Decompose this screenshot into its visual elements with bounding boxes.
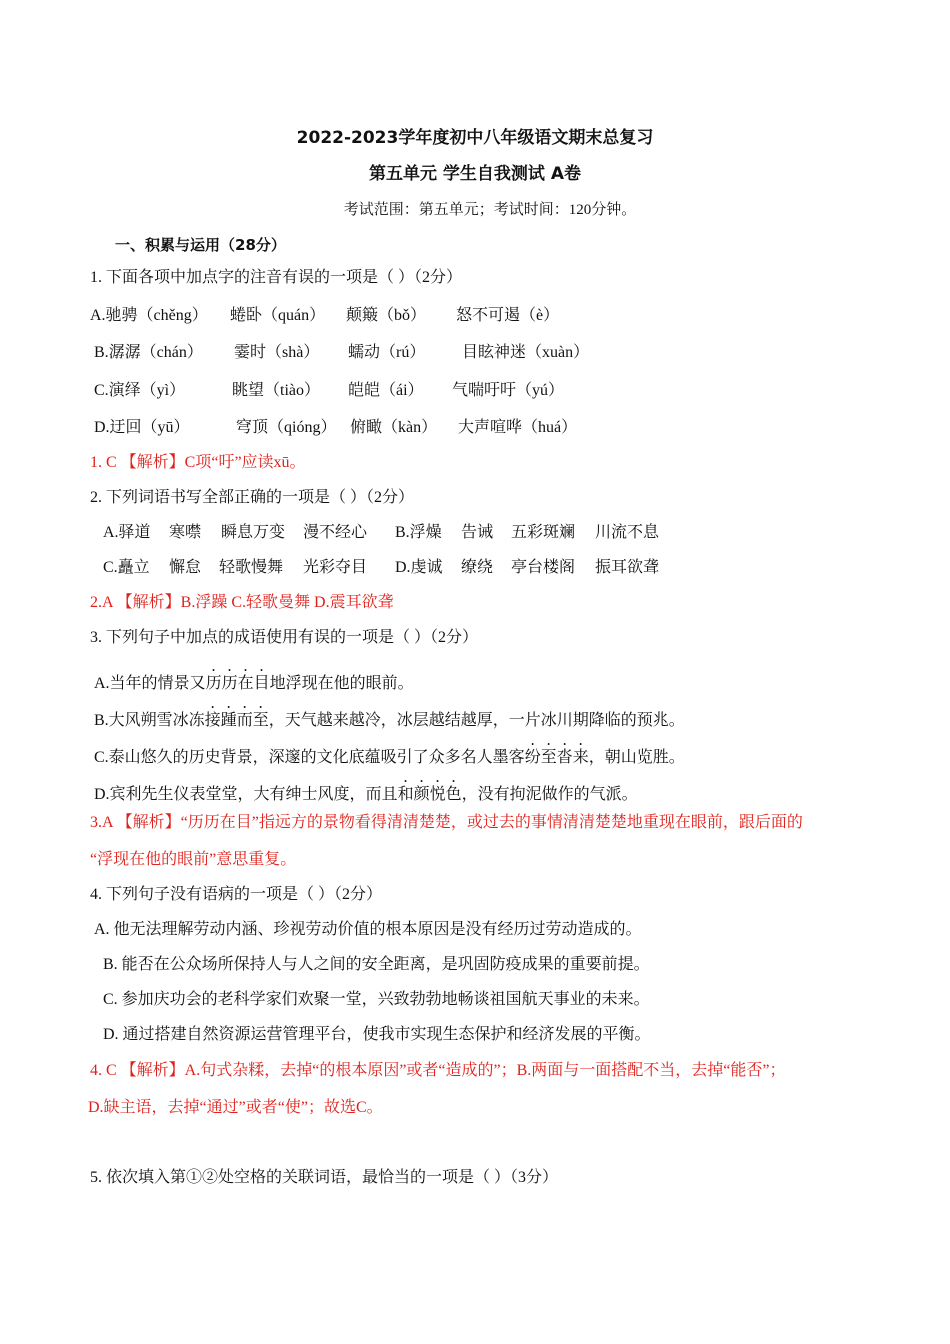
question-3-option-c — [94, 740, 685, 768]
option-cell: 大声喧哗（huá） — [458, 419, 578, 436]
question-3-option-a — [94, 666, 414, 694]
document-subtitle: 第五单元 学生自我测试 A卷 — [369, 164, 581, 184]
question-2-stem: 2. 下列词语书写全部正确的一项是（ ）（2分） — [90, 489, 415, 506]
option-text: ，天气越来越冷，冰层越结越厚，一片冰川期降临的预兆。 — [268, 712, 685, 729]
option-cell: D.迂回（yū） — [94, 419, 190, 436]
section-heading: 一、积累与运用（28分） — [115, 236, 286, 254]
option-cell: 五彩斑斓 — [511, 524, 576, 541]
option-cell: 川流不息 — [595, 524, 660, 541]
option-text: A.当年的情景又 — [94, 675, 206, 692]
exam-info: 考试范围：第五单元；考试时间：120分钟。 — [343, 202, 637, 218]
dotted-idiom: 历历在目 — [205, 675, 270, 692]
option-cell: A.驿道 — [103, 524, 151, 541]
option-text: ，朝山览胜。 — [588, 749, 685, 766]
option-cell: 光彩夺目 — [303, 559, 368, 576]
option-text: ，没有拘泥做作的气派。 — [461, 786, 638, 803]
option-cell: 蜷卧（quán） — [230, 307, 326, 324]
option-text: C.泰山悠久的历史背景，深邃的文化底蕴吸引了众多名人墨客 — [94, 749, 525, 766]
option-cell: 气喘吁吁（yú） — [452, 382, 565, 399]
option-cell: C.演绎（yì） — [94, 382, 186, 399]
option-cell: B.浮燥 — [395, 524, 442, 541]
dotted-idiom: 纷至沓来 — [524, 749, 589, 766]
question-3-answer-line-2: “浮现在他的眼前”意思重复。 — [90, 851, 297, 868]
option-cell: C.矗立 — [103, 559, 150, 576]
question-3-option-d — [94, 777, 638, 805]
option-cell: 穹顶（qióng） — [236, 419, 337, 436]
question-4-option-a: A. 他无法理解劳动内涵、珍视劳动价值的根本原因是没有经历过劳动造成的。 — [94, 921, 642, 938]
question-3-stem: 3. 下列句子中加点的成语使用有误的一项是（ ）（2分） — [90, 629, 479, 646]
question-3-answer-line-1: 3.A 【解析】“历历在目”指远方的景物看得清清楚楚，或过去的事情清清楚楚地重现在眼前，跟后面的 — [90, 814, 803, 831]
dotted-idiom: 接踵而至 — [204, 712, 269, 729]
option-cell: B.潺潺（chán） — [94, 344, 203, 361]
option-cell: 蠕动（rú） — [348, 344, 426, 361]
question-4-option-c: C. 参加庆功会的老科学家们欢聚一堂，兴致勃勃地畅谈祖国航天事业的未来。 — [103, 991, 650, 1008]
option-cell: 霎时（shà） — [234, 344, 320, 361]
option-cell: 寒噤 — [169, 524, 202, 541]
option-cell: 亭台楼阁 — [511, 559, 576, 576]
dotted-idiom: 和颜悦色 — [397, 786, 462, 803]
option-text: B.大风朔雪冰冻 — [94, 712, 205, 729]
question-5-stem: 5. 依次填入第①②处空格的关联词语，最恰当的一项是（ ）（3分） — [90, 1169, 559, 1186]
option-text: D.宾利先生仪表堂堂，大有绅士风度，而且 — [94, 786, 398, 803]
question-4-option-b: B. 能否在公众场所保持人与人之间的安全距离，是巩固防疫成果的重要前提。 — [103, 956, 650, 973]
option-cell: 懈怠 — [169, 559, 202, 576]
option-cell: A.驰骋（chěng） — [90, 307, 208, 324]
option-text: 地浮现在他的眼前。 — [269, 675, 414, 692]
question-4-answer-line-2: D.缺主语，去掉“通过”或者“使”；故选C。 — [88, 1099, 383, 1116]
question-2-answer: 2.A 【解析】B.浮躁 C.轻歌曼舞 D.震耳欲聋 — [90, 594, 394, 611]
question-4-answer-line-1: 4. C 【解析】A.句式杂糅，去掉“的根本原因”或者“造成的”；B.两面与一面搭配不当，去掉“能否”； — [90, 1062, 786, 1079]
option-cell: 颠簸（bǒ） — [346, 307, 427, 324]
option-cell: 俯瞰（kàn） — [350, 419, 438, 436]
question-1-answer: 1. C 【解析】C项“吁”应读xū。 — [90, 454, 306, 471]
option-cell: 轻歌慢舞 — [219, 559, 284, 576]
document-title: 2022-2023学年度初中八年级语文期末总复习 — [296, 128, 654, 148]
option-cell: 怒不可遏（è） — [456, 307, 560, 324]
option-cell: 目眩神迷（xuàn） — [462, 344, 590, 361]
option-cell: 缭绕 — [461, 559, 494, 576]
option-cell: 瞬息万变 — [221, 524, 286, 541]
question-3-option-b — [94, 703, 685, 731]
option-cell: 眺望（tiào） — [232, 382, 320, 399]
question-4-option-d: D. 通过搭建自然资源运营管理平台，使我市实现生态保护和经济发展的平衡。 — [103, 1026, 651, 1043]
question-1-stem: 1. 下面各项中加点字的注音有误的一项是（ ）（2分） — [90, 269, 463, 286]
option-cell: 振耳欲聋 — [595, 559, 660, 576]
option-cell: 皑皑（ái） — [348, 382, 424, 399]
option-cell: 告诫 — [461, 524, 494, 541]
option-cell: D.虔诚 — [395, 559, 443, 576]
option-cell: 漫不经心 — [303, 524, 368, 541]
question-4-stem: 4. 下列句子没有语病的一项是（ ）（2分） — [90, 886, 383, 903]
